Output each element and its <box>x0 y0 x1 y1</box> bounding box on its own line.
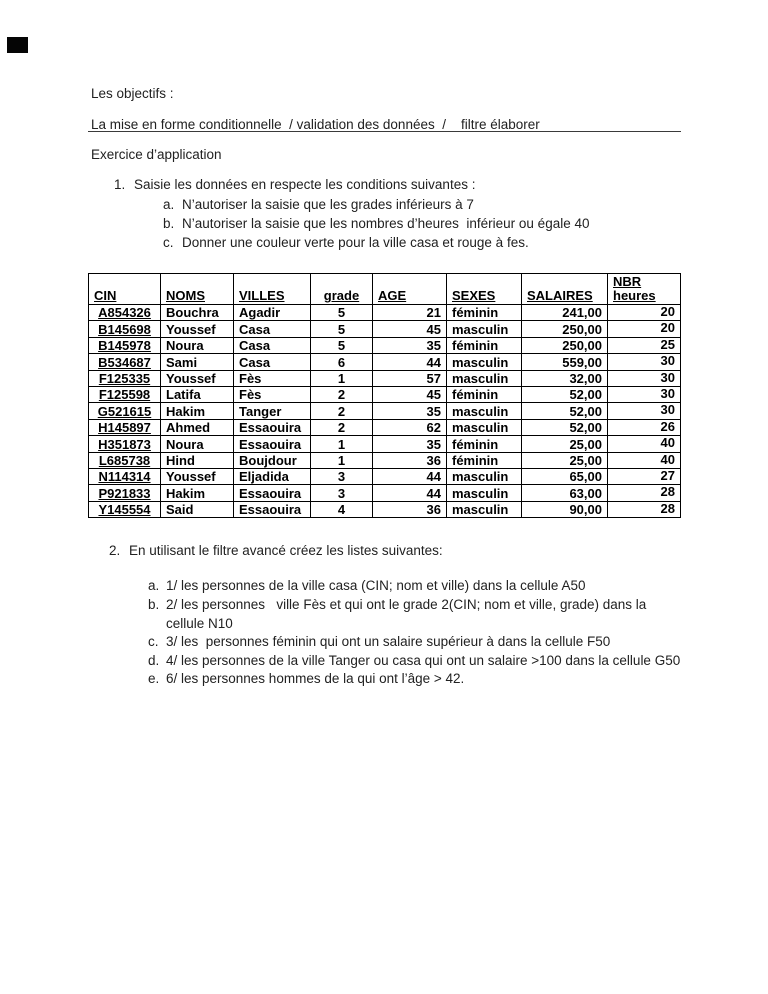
table-cell: féminin <box>447 436 522 452</box>
table-row <box>89 485 681 501</box>
table-cell: 35 <box>373 337 447 353</box>
table-cell: 21 <box>373 305 447 321</box>
task2-item-letter: a. <box>148 578 160 593</box>
table-cell: 35 <box>373 436 447 452</box>
table-cell: 57 <box>373 370 447 386</box>
table-cell: B145698 <box>89 321 161 337</box>
table-cell: 45 <box>373 386 447 402</box>
topics-subtitle: La mise en forme conditionnelle / validation des données / filtre élaborer <box>91 117 540 132</box>
table-cell: F125598 <box>89 386 161 402</box>
table-cell: Y145554 <box>89 501 161 517</box>
column-header: NBR heures <box>608 274 681 305</box>
table-row <box>89 501 681 517</box>
table-row <box>89 419 681 435</box>
table-cell: 36 <box>373 452 447 468</box>
table-cell: B534687 <box>89 354 161 370</box>
table-row <box>89 305 681 321</box>
table-cell: 90,00 <box>522 501 608 517</box>
exercise-heading: Exercice d’application <box>91 147 222 162</box>
table-cell: Hakim <box>161 403 234 419</box>
table-cell: 52,00 <box>522 419 608 435</box>
table-cell: masculin <box>447 419 522 435</box>
table-cell: 1 <box>311 436 373 452</box>
table-cell: masculin <box>447 468 522 484</box>
task1-item-letter: b. <box>163 216 175 231</box>
column-header: SALAIRES <box>522 274 608 305</box>
table-cell: 2 <box>311 419 373 435</box>
table-cell: Youssef <box>161 321 234 337</box>
table-row <box>89 370 681 386</box>
table-cell: N114314 <box>89 468 161 484</box>
task1-item-text: Donner une couleur verte pour la ville casa et rouge à fes. <box>182 235 529 250</box>
table-row <box>89 354 681 370</box>
table-cell: Essaouira <box>234 485 311 501</box>
table-cell: Casa <box>234 337 311 353</box>
column-header: NOMS <box>161 274 234 305</box>
table-cell: 40 <box>608 452 681 468</box>
table-cell: H351873 <box>89 436 161 452</box>
table-cell: 25,00 <box>522 452 608 468</box>
table-cell: Noura <box>161 436 234 452</box>
table-cell: féminin <box>447 386 522 402</box>
table-cell: Fès <box>234 386 311 402</box>
column-header: SEXES <box>447 274 522 305</box>
table-cell: 30 <box>608 354 681 370</box>
table-cell: L685738 <box>89 452 161 468</box>
table-cell: féminin <box>447 452 522 468</box>
table-cell: 30 <box>608 370 681 386</box>
table-cell: 2 <box>311 403 373 419</box>
employees-table <box>88 273 681 518</box>
task2-item-text: 3/ les personnes féminin qui ont un salaire supérieur à dans la cellule F50 <box>166 634 611 649</box>
table-row <box>89 436 681 452</box>
table-cell: masculin <box>447 321 522 337</box>
table-cell: Latifa <box>161 386 234 402</box>
table-cell: 36 <box>373 501 447 517</box>
table-cell: 35 <box>373 403 447 419</box>
table-cell: 27 <box>608 468 681 484</box>
table-cell: 32,00 <box>522 370 608 386</box>
table-cell: féminin <box>447 337 522 353</box>
table-cell: Essaouira <box>234 436 311 452</box>
table-cell: H145897 <box>89 419 161 435</box>
table-cell: 559,00 <box>522 354 608 370</box>
task1-text: Saisie les données en respecte les conditions suivantes : <box>134 177 476 192</box>
table-cell: 3 <box>311 485 373 501</box>
table-cell: masculin <box>447 501 522 517</box>
table-cell: 20 <box>608 305 681 321</box>
table-row <box>89 274 681 305</box>
table-cell: A854326 <box>89 305 161 321</box>
table-cell: 5 <box>311 337 373 353</box>
table-cell: Sami <box>161 354 234 370</box>
task1-item-letter: c. <box>163 235 174 250</box>
table-cell: 1 <box>311 370 373 386</box>
table-cell: Ahmed <box>161 419 234 435</box>
task2-item-text-line2: cellule N10 <box>166 616 233 631</box>
table-cell: Said <box>161 501 234 517</box>
table-cell: masculin <box>447 354 522 370</box>
table-cell: 52,00 <box>522 386 608 402</box>
table-cell: Boujdour <box>234 452 311 468</box>
table-cell: 30 <box>608 386 681 402</box>
table-cell: masculin <box>447 370 522 386</box>
table-cell: 65,00 <box>522 468 608 484</box>
task1-item-text: N’autoriser la saisie que les nombres d’heures inférieur ou égale 40 <box>182 216 590 231</box>
horizontal-rule <box>88 131 681 132</box>
table-cell: 5 <box>311 305 373 321</box>
table-cell: Agadir <box>234 305 311 321</box>
table-cell: 62 <box>373 419 447 435</box>
table-cell: 25,00 <box>522 436 608 452</box>
task2-item-letter: b. <box>148 597 160 612</box>
table-cell: 44 <box>373 485 447 501</box>
table-cell: Eljadida <box>234 468 311 484</box>
table-cell: 25 <box>608 337 681 353</box>
task2-number: 2. <box>109 543 121 558</box>
table-cell: Youssef <box>161 468 234 484</box>
task2-item-text: 4/ les personnes de la ville Tanger ou casa qui ont un salaire >100 dans la cellule G50 <box>166 653 681 668</box>
corner-artifact-mark <box>7 37 28 53</box>
column-header: CIN <box>89 274 161 305</box>
table-cell: 63,00 <box>522 485 608 501</box>
table-row <box>89 337 681 353</box>
task2-item-text: 2/ les personnes ville Fès et qui ont le grade 2(CIN; nom et ville, grade) dans la <box>166 597 647 612</box>
table-cell: Essaouira <box>234 501 311 517</box>
task2-item-text: 1/ les personnes de la ville casa (CIN; nom et ville) dans la cellule A50 <box>166 578 586 593</box>
table-cell: Hakim <box>161 485 234 501</box>
task2-item-letter: e. <box>148 671 160 686</box>
table-cell: 26 <box>608 419 681 435</box>
table-row <box>89 403 681 419</box>
table-cell: 1 <box>311 452 373 468</box>
table-cell: 45 <box>373 321 447 337</box>
task2-item-text: 6/ les personnes hommes de la qui ont l’âge > 42. <box>166 671 465 686</box>
task1-number: 1. <box>114 177 126 192</box>
table-row <box>89 452 681 468</box>
table-header-row <box>89 274 681 305</box>
table-body <box>89 305 681 518</box>
table-row <box>89 321 681 337</box>
table-cell: 28 <box>608 485 681 501</box>
table-cell: Casa <box>234 321 311 337</box>
task2-text: En utilisant le filtre avancé créez les listes suivantes: <box>129 543 443 558</box>
table-cell: 44 <box>373 354 447 370</box>
objectives-heading: Les objectifs : <box>91 86 174 101</box>
task2-item-letter: c. <box>148 634 159 649</box>
table-cell: Noura <box>161 337 234 353</box>
table-cell: 28 <box>608 501 681 517</box>
table-cell: G521615 <box>89 403 161 419</box>
table-cell: 44 <box>373 468 447 484</box>
column-header: grade <box>311 274 373 305</box>
table-cell: 3 <box>311 468 373 484</box>
table-cell: 4 <box>311 501 373 517</box>
table-cell: 250,00 <box>522 337 608 353</box>
table-cell: 6 <box>311 354 373 370</box>
table-row <box>89 468 681 484</box>
table-cell: 30 <box>608 403 681 419</box>
table-cell: Hind <box>161 452 234 468</box>
table-cell: Essaouira <box>234 419 311 435</box>
column-header: VILLES <box>234 274 311 305</box>
table-cell: 250,00 <box>522 321 608 337</box>
table-cell: Bouchra <box>161 305 234 321</box>
table-cell: Youssef <box>161 370 234 386</box>
table-cell: 40 <box>608 436 681 452</box>
table-cell: masculin <box>447 485 522 501</box>
table-cell: Casa <box>234 354 311 370</box>
task1-item-letter: a. <box>163 197 175 212</box>
table-row <box>89 386 681 402</box>
table-cell: B145978 <box>89 337 161 353</box>
table-cell: masculin <box>447 403 522 419</box>
table-cell: Fès <box>234 370 311 386</box>
table-cell: Tanger <box>234 403 311 419</box>
task1-item-text: N’autoriser la saisie que les grades inférieurs à 7 <box>182 197 474 212</box>
table-cell: 241,00 <box>522 305 608 321</box>
table-cell: 2 <box>311 386 373 402</box>
column-header: AGE <box>373 274 447 305</box>
task2-item-letter: d. <box>148 653 160 668</box>
table-cell: 52,00 <box>522 403 608 419</box>
table-cell: F125335 <box>89 370 161 386</box>
table-cell: 5 <box>311 321 373 337</box>
table-cell: féminin <box>447 305 522 321</box>
table-cell: P921833 <box>89 485 161 501</box>
table-cell: 20 <box>608 321 681 337</box>
